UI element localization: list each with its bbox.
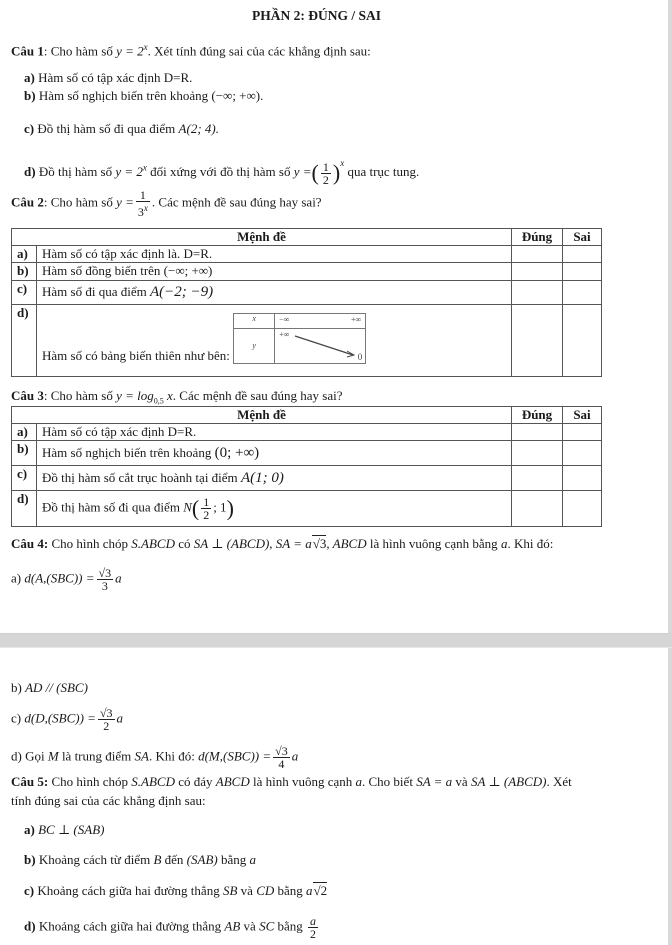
q3-row-c: c) Đồ thị hàm số cắt trục hoành tại điểm A(1; 0) — [12, 466, 602, 491]
q3-row-b: b) Hàm số nghịch biến trên khoảng (0; +∞) — [12, 441, 602, 466]
q2-header-statement: Mệnh đề — [12, 229, 512, 246]
decreasing-arrow-icon — [293, 333, 359, 359]
q3-header-false: Sai — [563, 407, 602, 424]
q4-item-a: a) d(A,(SBC)) = $\frac{√3}{3}$ a — [11, 566, 122, 593]
q4-item-c: c) d(D,(SBC)) = $\frac{√3}{2}$ a — [11, 706, 124, 733]
q3-c-false-cell[interactable] — [563, 466, 602, 491]
q2-row-d: d) Hàm số có bảng biến thiên như bên: x −∞ +∞ y +∞ 0 — [12, 305, 602, 377]
q4-stem: Câu 4: Cho hình chóp S.ABCD có SA ⊥ (ABCD), SA = a√3, ABCD là hình vuông cạnh bằng a. Khi đó: — [11, 536, 554, 551]
q1-item-d: d) Đồ thị hàm số $y = 2^x$ đối xứng với đồ thị hàm số y =( $\frac{1}{2}$ )$^x$ qua trục tung. — [24, 158, 420, 187]
q2-b-false-cell[interactable] — [563, 263, 602, 281]
q2-header-false: Sai — [563, 229, 602, 246]
q3-label: Câu 3 — [11, 388, 44, 403]
q2-table — [11, 228, 602, 377]
variation-table: x −∞ +∞ y +∞ 0 — [233, 313, 366, 364]
q4-item-b: b) AD // (SBC) — [11, 680, 88, 695]
q3-header-statement: Mệnh đề — [12, 407, 512, 424]
q2-b-true-cell[interactable] — [512, 263, 563, 281]
q2-row-b: b) Hàm số đồng biến trên (−∞; +∞) — [12, 263, 602, 281]
q2-a-false-cell[interactable] — [563, 246, 602, 263]
q1-item-c: c) Đồ thị hàm số đi qua điểm A(2; 4). — [24, 121, 219, 136]
q3-stem: Câu 3: Cho hàm số $y = \log_{0,5} x$. Các mệnh đề sau đúng hay sai? — [11, 388, 343, 406]
q3-row-d: d) Đồ thị hàm số đi qua điểm N( $\frac{1}{2}$ ; 1) — [12, 491, 602, 527]
q3-table — [11, 406, 602, 527]
q3-b-true-cell[interactable] — [512, 441, 563, 466]
q2-row-a: a) Hàm số có tập xác định là. D=R. — [12, 246, 602, 263]
q3-row-a: a) Hàm số có tập xác định D=R. — [12, 424, 602, 441]
q3-c-true-cell[interactable] — [512, 466, 563, 491]
q1-item-b: b) Hàm số nghịch biến trên khoảng (−∞; +∞). — [24, 88, 264, 103]
q2-c-true-cell[interactable] — [512, 281, 563, 305]
q1-label: Câu 1 — [11, 43, 44, 59]
q2-label: Câu 2 — [11, 194, 44, 210]
q5-item-c: c) Khoảng cách giữa hai đường thẳng SB và CD bằng a√2 — [24, 883, 328, 898]
q2-row-c: c) Hàm số đi qua điểm A(−2; −9) — [12, 281, 602, 305]
q2-c-false-cell[interactable] — [563, 281, 602, 305]
q2-d-true-cell[interactable] — [512, 305, 563, 377]
q5-stem-line2: tính đúng sai của các khẳng định sau: — [11, 793, 206, 808]
q3-b-false-cell[interactable] — [563, 441, 602, 466]
q5-item-a: a) BC ⊥ (SAB) — [24, 822, 105, 837]
q3-header-true: Đúng — [512, 407, 563, 424]
q5-label: Câu 5: — [11, 774, 49, 789]
q3-d-false-cell[interactable] — [563, 491, 602, 527]
page-separator — [0, 633, 672, 648]
section-title: PHẦN 2: ĐÚNG / SAI — [252, 8, 382, 23]
q3-d-true-cell[interactable] — [512, 491, 563, 527]
q1-stem: Câu 1: Cho hàm số $y = 2^x$. Xét tính đúng sai của các khẳng định sau: — [11, 42, 371, 59]
q2-stem: Câu 2: Cho hàm số y = $\frac{1}{3^x}$ . Các mệnh đề sau đúng hay sai? — [11, 188, 322, 219]
q5-stem-line1: Câu 5: Cho hình chóp S.ABCD có đáy ABCD là hình vuông cạnh a. Cho biết SA = a và SA ⊥ (ABCD). Xét — [11, 774, 572, 789]
q2-header-true: Đúng — [512, 229, 563, 246]
q4-item-d: d) Gọi M là trung điểm SA. Khi đó: d(M,(SBC)) = $\frac{√3}{4}$ a — [11, 744, 299, 771]
q5-item-d: d) Khoảng cách giữa hai đường thẳng AB và SC bằng $\frac{a}{2}$ — [24, 914, 317, 941]
q5-item-b: b) Khoảng cách từ điểm B đến (SAB) bằng a — [24, 852, 256, 867]
q3-a-false-cell[interactable] — [563, 424, 602, 441]
q1-item-a: a) Hàm số có tập xác định D=R. — [24, 70, 193, 85]
page-right-edge — [668, 0, 672, 945]
q2-a-true-cell[interactable] — [512, 246, 563, 263]
q2-d-false-cell[interactable] — [563, 305, 602, 377]
q3-a-true-cell[interactable] — [512, 424, 563, 441]
q4-label: Câu 4: — [11, 536, 49, 551]
